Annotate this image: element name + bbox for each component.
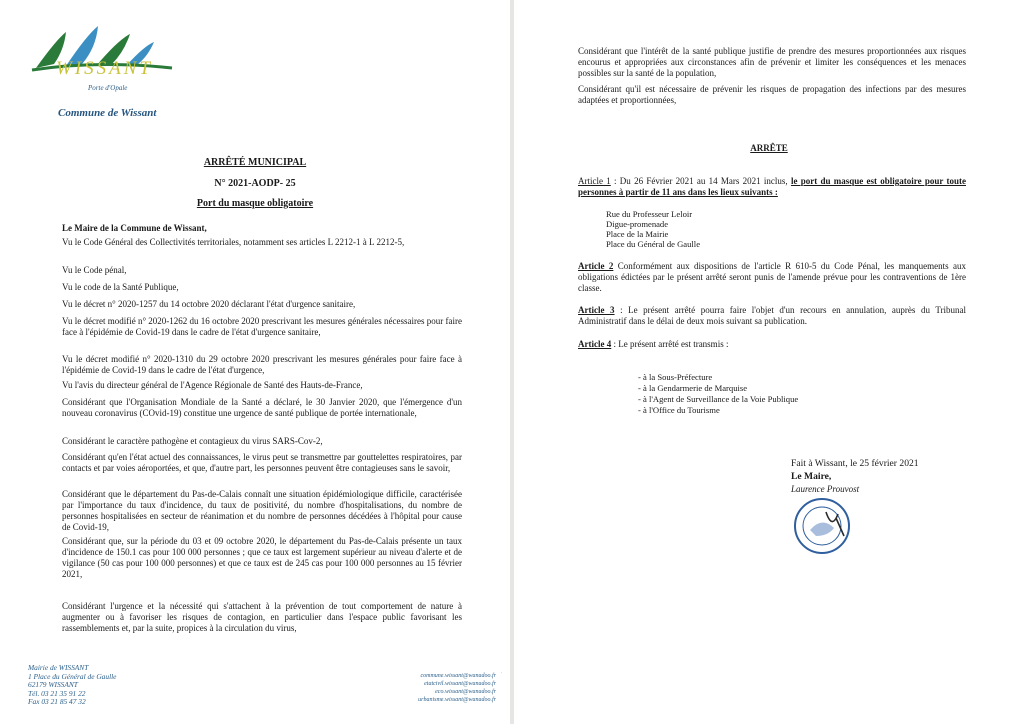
footer-line: 1 Place du Général de Gaulle <box>28 671 117 681</box>
article-label: Article 2 <box>578 261 614 271</box>
intro: Le Maire de la Commune de Wissant, <box>62 223 207 233</box>
paragraph: Considérant l'urgence et la nécessité qui s'attachent à la prévention de tout comportement de nature à augmenter ou à favoriser les risques de contagion, en particulier dans l'espace public favorisant les rassemblements et, par la suite, propices à la circulation du virus, <box>62 601 462 633</box>
arrete-heading: ARRÊTE <box>750 143 788 153</box>
recipient-item: - à l'Office du Tourisme <box>638 405 720 415</box>
wissant-logo-icon <box>26 20 176 92</box>
footer-email[interactable]: etatcivil.wissant@wanadoo.fr <box>424 681 496 687</box>
footer-emails <box>392 672 496 704</box>
place-item: Place de la Mairie <box>606 229 669 239</box>
paragraph: Vu l'avis du directeur général de l'Agence Régionale de Santé des Hauts-de-France, <box>62 380 363 390</box>
logo-word: WISSANT <box>56 58 153 79</box>
paragraph: Vu le décret n° 2020-1257 du 14 octobre 2020 déclarant l'état d'urgence sanitaire, <box>62 299 356 309</box>
right-page <box>514 0 1024 724</box>
paragraph: Considérant que, sur la période du 03 et 09 octobre 2020, le département du Pas-de-Calais présente un taux d'incidence de 150.1 cas pour 100 000 personnes ; que ce taux est largement supérieur au niveau d'alerte et de vigilance (50 cas pour 100 000 personnes) et que ce taux est de 245 cas pour 100 000 personnes au 15 février 2021, <box>62 536 462 579</box>
footer-line: Tél. 03 21 35 91 22 <box>28 688 86 698</box>
mairie-stamp-icon <box>792 496 852 556</box>
place-item: Place du Général de Gaulle <box>606 239 701 249</box>
footer-address <box>28 664 116 707</box>
document-number: N° 2021-AODP- 25 <box>214 178 296 189</box>
footer-line: 62179 WISSANT <box>28 680 78 690</box>
article-label: Article 3 <box>578 305 615 315</box>
paragraph: Vu le décret modifié n° 2020-1262 du 16 octobre 2020 prescrivant les mesures générales nécessaires pour faire face à l'épidémie de Covid-19 dans le cadre de l'état d'urgence sanitaire, <box>62 316 462 337</box>
paragraph: Vu le décret modifié n° 2020-1310 du 29 octobre 2020 prescrivant les mesures générales pour faire face à l'épidémie de Covid-19 dans le cadre de l'état d'urgence, <box>62 354 462 375</box>
recipient-item: - à la Sous-Préfecture <box>638 372 713 382</box>
document-subject: Port du masque obligatoire <box>196 198 314 209</box>
article-text: : Du 26 Février 2021 au 14 Mars 2021 inclus, <box>610 176 791 186</box>
signature-place-date: Fait à Wissant, le 25 février 2021 <box>791 458 919 469</box>
recipient-item: - à l'Agent de Surveillance de la Voie Publique <box>638 394 799 404</box>
article-text: : Le présent arrêté pourra faire l'objet d'un recours en annulation, auprès du Tribunal Administratif dans le délai de deux mois suivant sa publication. <box>578 305 966 326</box>
article-4 <box>578 339 966 350</box>
footer-email[interactable]: eco.wissant@wanadoo.fr <box>435 689 496 695</box>
logo-subtitle: Porte d'Opale <box>88 84 128 92</box>
signature-role: Le Maire, <box>791 471 832 482</box>
recipient-item: - à la Gendarmerie de Marquise <box>638 383 748 393</box>
paragraph: Considérant que le département du Pas-de-Calais connaît une situation épidémiologique difficile, caractérisée par l'importance du taux d'incidence, du taux de positivité, du nombre d'hospitalisations, du nombre de personnes hospitalisées en secteur de réanimation et du nombre de personnes décédées à l'hôpital pour cause de Covid-19, <box>62 489 462 532</box>
considerant: Considérant qu'il est nécessaire de prévenir les risques de propagation des infections par des mesures adaptées et proportionnées, <box>578 84 966 105</box>
vertical-note: · <box>500 672 505 674</box>
paragraph: Vu le Code pénal, <box>62 265 127 275</box>
commune-name: Commune de Wissant <box>58 107 157 119</box>
considerant: Considérant que l'intérêt de la santé publique justifie de prendre des mesures proportionnées aux risques encourus et appropriées aux circonstances afin de prévenir et limiter les conséquences et les menaces possibles sur la santé de la population, <box>578 46 966 78</box>
paragraph: Considérant le caractère pathogène et contagieux du virus SARS-Cov-2, <box>62 436 323 446</box>
document-title: ARRÊTÉ MUNICIPAL <box>203 157 307 168</box>
article-text: Conformément aux dispositions de l'article R 610-5 du Code Pénal, les manquements aux obligations édictées par le présent arrêté seront punis de l'amende prévue pour les contraventions de 1ère classe. <box>578 261 966 293</box>
footer-email[interactable]: urbanisme.wissant@wanadoo.fr <box>418 697 496 703</box>
paragraph: Considérant qu'en l'état actuel des connaissances, le virus peut se transmettre par gouttelettes respiratoires, par contacts et par voies aéroportées, et que, d'autre part, les personnes peuvent être contagieuses sans le savoir, <box>62 452 462 473</box>
article-2 <box>578 261 966 294</box>
footer-line: Fax 03 21 85 47 32 <box>28 697 86 707</box>
paragraph: Vu le Code Général des Collectivités territoriales, notamment ses articles L 2212-1 à L 2212-5, <box>62 237 405 247</box>
paragraph: Vu le code de la Santé Publique, <box>62 282 179 292</box>
article-text-emphasis: le port du masque est obligatoire pour toute personnes à partir de 11 ans dans les lieux suivants : <box>578 176 966 197</box>
article-text: : Le présent arrêté est transmis : <box>611 339 729 349</box>
paragraph: Considérant que l'Organisation Mondiale de la Santé a déclaré, le 30 Janvier 2020, que l'émergence d'un nouveau coronavirus (COvid-19) constitue une urgence de santé publique de portée internationale, <box>62 397 462 418</box>
place-item: Rue du Professeur Leloir <box>606 209 693 219</box>
footer-line: Mairie de WISSANT <box>28 663 89 672</box>
article-1 <box>578 176 966 198</box>
article-label: Article 1 <box>578 176 611 186</box>
left-page <box>0 0 510 724</box>
article-label: Article 4 <box>578 339 612 349</box>
footer-email[interactable]: commune.wissant@wanadoo.fr <box>420 673 496 679</box>
place-item: Digue-promenade <box>606 219 669 229</box>
article-3 <box>578 305 966 327</box>
signature-name: Laurence Prouvost <box>791 484 860 494</box>
